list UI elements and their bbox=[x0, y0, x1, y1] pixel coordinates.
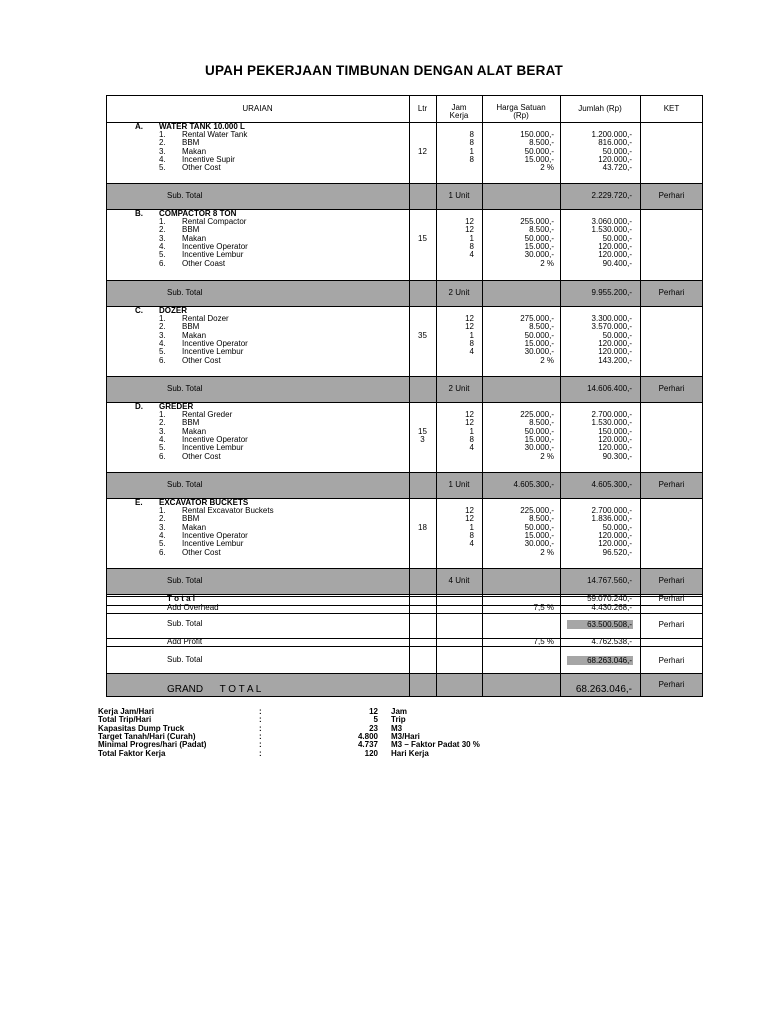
section-ltr-2: 3 bbox=[420, 434, 425, 444]
subtotal-jumlah: 4.605.300,- bbox=[591, 480, 632, 489]
section-letter: D. bbox=[135, 402, 143, 411]
section-letter: E. bbox=[135, 498, 143, 507]
item-label: Makan bbox=[182, 522, 207, 532]
item-label: Other Coast bbox=[182, 258, 226, 268]
item-harga: 8.500,- bbox=[529, 225, 554, 235]
item-jumlah: 3.570.000,- bbox=[591, 322, 632, 332]
profit-jumlah: 4.762.538,- bbox=[591, 637, 632, 646]
document-title: UPAH PEKERJAAN TIMBUNAN DENGAN ALAT BERAT bbox=[205, 63, 563, 78]
item-jumlah: 150.000,- bbox=[598, 426, 632, 436]
section-name: COMPACTOR 8 TON bbox=[159, 209, 237, 218]
item-label: Incentive Lembur bbox=[182, 443, 244, 453]
item-jumlah: 120.000,- bbox=[598, 443, 632, 453]
item-label: Incentive Operator bbox=[182, 434, 248, 444]
item-harga: 8.500,- bbox=[529, 322, 554, 332]
item-label: BBM bbox=[182, 322, 200, 332]
item-number: 5. bbox=[159, 163, 166, 173]
item-label: BBM bbox=[182, 225, 200, 235]
item-harga: 8.500,- bbox=[529, 514, 554, 524]
section-ltr: 35 bbox=[418, 330, 427, 340]
item-label: Incentive Lembur bbox=[182, 347, 244, 357]
item-jumlah: 1.530.000,- bbox=[591, 418, 632, 428]
footer-label: Total Trip/Hari bbox=[98, 715, 152, 725]
item-harga: 30.000,- bbox=[524, 539, 554, 549]
header-ltr: Ltr bbox=[417, 104, 428, 113]
item-jam: 4 bbox=[469, 539, 474, 549]
header-ket: KET bbox=[663, 104, 680, 113]
item-number: 5. bbox=[159, 539, 166, 549]
subtotal-unit: 2 Unit bbox=[448, 384, 470, 393]
footer-label: Kerja Jam/Hari bbox=[98, 707, 155, 716]
item-label: Incentive Operator bbox=[182, 530, 248, 540]
item-harga: 255.000,- bbox=[520, 217, 554, 226]
footer-label: Kapasitas Dump Truck bbox=[98, 723, 185, 733]
table-rule bbox=[106, 280, 703, 281]
item-harga: 30.000,- bbox=[524, 443, 554, 453]
item-jam: 4 bbox=[469, 250, 474, 260]
item-number: 6. bbox=[159, 355, 166, 365]
item-jam: 8 bbox=[469, 338, 474, 348]
item-jumlah: 120.000,- bbox=[598, 338, 632, 348]
header-rp: (Rp) bbox=[513, 111, 529, 120]
footer-value: 4.737 bbox=[357, 740, 378, 750]
item-jam: 8 bbox=[469, 138, 474, 148]
item-harga: 8.500,- bbox=[529, 418, 554, 428]
item-jumlah: 120.000,- bbox=[598, 347, 632, 357]
item-jumlah: 43.720,- bbox=[602, 163, 632, 173]
item-label: Rental Excavator Buckets bbox=[182, 506, 274, 515]
item-jumlah: 90.400,- bbox=[602, 258, 632, 268]
subtotal-unit: 2 Unit bbox=[448, 288, 470, 297]
subtotal-profit-label: Sub. Total bbox=[167, 655, 203, 664]
subtotal-profit-jumlah: 68.263.046,- bbox=[587, 656, 632, 665]
section-name: WATER TANK 10.000 L bbox=[159, 122, 245, 131]
table-rule bbox=[106, 613, 703, 614]
footer-label: Minimal Progres/hari (Padat) bbox=[98, 740, 207, 750]
footer-separator: : bbox=[259, 707, 262, 716]
item-number: 3. bbox=[159, 146, 166, 156]
item-jam: 1 bbox=[469, 330, 474, 340]
profit-label: Add Profit bbox=[167, 637, 203, 646]
item-jam: 4 bbox=[469, 347, 474, 357]
item-number: 1. bbox=[159, 130, 166, 139]
total-jumlah: 59.070.240,- bbox=[587, 594, 632, 603]
item-number: 1. bbox=[159, 217, 166, 226]
item-jumlah: 3.060.000,- bbox=[591, 217, 632, 226]
item-jam: 8 bbox=[469, 154, 474, 164]
item-label: Rental Compactor bbox=[182, 217, 247, 226]
item-label: Other Cost bbox=[182, 163, 221, 173]
item-number: 2. bbox=[159, 514, 166, 524]
header-jam: Jam bbox=[451, 103, 467, 112]
item-number: 6. bbox=[159, 258, 166, 268]
item-harga: 30.000,- bbox=[524, 347, 554, 357]
subtotal-ket: Perhari bbox=[658, 576, 685, 585]
table-rule bbox=[106, 673, 703, 674]
item-number: 2. bbox=[159, 138, 166, 148]
item-number: 3. bbox=[159, 426, 166, 436]
footer-separator: : bbox=[259, 748, 262, 758]
table-column-rule bbox=[702, 95, 703, 697]
total-ket: Perhari bbox=[658, 594, 685, 603]
subtotal-ket: Perhari bbox=[658, 480, 685, 489]
footer-separator: : bbox=[259, 740, 262, 750]
item-harga: 150.000,- bbox=[520, 130, 554, 139]
item-number: 2. bbox=[159, 322, 166, 332]
item-jumlah: 120.000,- bbox=[598, 250, 632, 260]
item-label: BBM bbox=[182, 138, 200, 148]
footer-unit: Jam bbox=[391, 707, 408, 716]
table-rule bbox=[106, 696, 703, 697]
item-number: 4. bbox=[159, 338, 166, 348]
item-number: 5. bbox=[159, 250, 166, 260]
subtotal-unit: 4 Unit bbox=[448, 576, 470, 585]
subtotal-jumlah: 9.955.200,- bbox=[591, 288, 632, 297]
subtotal-label: Sub. Total bbox=[167, 288, 203, 297]
subtotal-profit-ket: Perhari bbox=[658, 656, 685, 665]
table-rule bbox=[106, 472, 703, 473]
section-ltr: 12 bbox=[418, 146, 427, 156]
item-harga: 30.000,- bbox=[524, 250, 554, 260]
item-jam: 12 bbox=[465, 506, 474, 515]
subtotal-label: Sub. Total bbox=[167, 191, 203, 200]
item-jam: 8 bbox=[469, 130, 474, 139]
grand-total-jumlah: 68.263.046,- bbox=[575, 684, 632, 695]
subtotal-ket: Perhari bbox=[658, 288, 685, 297]
profit-harga: 7,5 % bbox=[533, 637, 554, 646]
subtotal-label: Sub. Total bbox=[167, 576, 203, 585]
section-letter: A. bbox=[135, 122, 143, 131]
item-label: Incentive Operator bbox=[182, 241, 248, 251]
item-number: 5. bbox=[159, 347, 166, 357]
item-label: Makan bbox=[182, 330, 207, 340]
item-label: Other Cost bbox=[182, 451, 221, 461]
section-name: EXCAVATOR BUCKETS bbox=[159, 498, 249, 507]
subtotal-overhead-jumlah: 63.500.508,- bbox=[587, 620, 632, 629]
footer-label: Target Tanah/Hari (Curah) bbox=[98, 731, 196, 741]
item-jumlah: 50.000,- bbox=[602, 146, 632, 156]
section-name: GREDER bbox=[159, 402, 194, 411]
footer-value: 12 bbox=[369, 707, 378, 716]
cost-table bbox=[106, 95, 703, 697]
item-jam: 12 bbox=[465, 410, 474, 419]
item-harga: 50.000,- bbox=[524, 522, 554, 532]
section-name: DOZER bbox=[159, 306, 187, 315]
overhead-harga: 7,5 % bbox=[533, 603, 554, 612]
section-letter: B. bbox=[135, 209, 143, 218]
item-label: Rental Dozer bbox=[182, 314, 229, 323]
table-rule bbox=[106, 376, 703, 377]
grand-total-ket: Perhari bbox=[658, 680, 685, 689]
item-jumlah: 143.200,- bbox=[598, 355, 632, 365]
subtotal-overhead-ket: Perhari bbox=[658, 620, 685, 629]
header-kerja: Kerja bbox=[449, 111, 469, 120]
item-label: Rental Greder bbox=[182, 410, 233, 419]
section-letter: C. bbox=[135, 306, 143, 315]
footer-unit: M3/Hari bbox=[391, 731, 420, 741]
subtotal-ket: Perhari bbox=[658, 384, 685, 393]
item-jam: 1 bbox=[469, 146, 474, 156]
table-column-rule bbox=[106, 95, 107, 697]
subtotal-jumlah: 14.767.560,- bbox=[587, 576, 632, 585]
item-label: Makan bbox=[182, 233, 207, 243]
item-harga: 2 % bbox=[540, 163, 554, 173]
footer-separator: : bbox=[259, 715, 262, 725]
item-jumlah: 1.530.000,- bbox=[591, 225, 632, 235]
item-jumlah: 120.000,- bbox=[598, 530, 632, 540]
item-jam: 12 bbox=[465, 418, 474, 428]
item-number: 5. bbox=[159, 443, 166, 453]
item-number: 1. bbox=[159, 410, 166, 419]
item-number: 3. bbox=[159, 330, 166, 340]
item-harga: 2 % bbox=[540, 355, 554, 365]
footer-separator: : bbox=[259, 731, 262, 741]
subtotal-harga: 4.605.300,- bbox=[513, 480, 554, 489]
item-harga: 15.000,- bbox=[524, 338, 554, 348]
footer-value: 5 bbox=[373, 715, 378, 725]
table-column-rule bbox=[640, 95, 641, 697]
item-label: Incentive Lembur bbox=[182, 539, 244, 549]
item-harga: 50.000,- bbox=[524, 233, 554, 243]
item-label: Other Cost bbox=[182, 547, 221, 557]
header-jumlah: Jumlah (Rp) bbox=[578, 104, 622, 113]
subtotal-unit: 1 Unit bbox=[448, 480, 470, 489]
item-label: Makan bbox=[182, 426, 207, 436]
item-harga: 2 % bbox=[540, 547, 554, 557]
item-number: 2. bbox=[159, 418, 166, 428]
subtotal-ket: Perhari bbox=[658, 191, 685, 200]
subtotal-overhead-label: Sub. Total bbox=[167, 619, 203, 628]
table-rule bbox=[106, 183, 703, 184]
footer-separator: : bbox=[259, 723, 262, 733]
item-harga: 225.000,- bbox=[520, 410, 554, 419]
item-jumlah: 120.000,- bbox=[598, 434, 632, 444]
header-uraian: URAIAN bbox=[242, 104, 273, 113]
item-number: 1. bbox=[159, 314, 166, 323]
section-ltr: 18 bbox=[418, 522, 427, 532]
item-jam: 8 bbox=[469, 434, 474, 444]
item-label: Incentive Lembur bbox=[182, 250, 244, 260]
item-harga: 50.000,- bbox=[524, 146, 554, 156]
table-rule bbox=[106, 568, 703, 569]
footer-unit: M3 bbox=[391, 723, 403, 733]
footer-unit: Hari Kerja bbox=[391, 748, 429, 758]
footer-value: 23 bbox=[369, 723, 378, 733]
item-jumlah: 1.200.000,- bbox=[591, 130, 632, 139]
item-harga: 8.500,- bbox=[529, 138, 554, 148]
item-harga: 225.000,- bbox=[520, 506, 554, 515]
item-jam: 4 bbox=[469, 443, 474, 453]
item-harga: 275.000,- bbox=[520, 314, 554, 323]
item-jumlah: 2.700.000,- bbox=[591, 506, 632, 515]
item-jam: 12 bbox=[465, 217, 474, 226]
subtotal-jumlah: 14.606.400,- bbox=[587, 384, 632, 393]
item-label: BBM bbox=[182, 418, 200, 428]
item-jam: 12 bbox=[465, 322, 474, 332]
item-jumlah: 96.520,- bbox=[602, 547, 632, 557]
header-harga-satuan: Harga Satuan bbox=[496, 103, 546, 112]
item-label: Rental Water Tank bbox=[182, 130, 248, 139]
item-harga: 15.000,- bbox=[524, 241, 554, 251]
item-jam: 1 bbox=[469, 233, 474, 243]
overhead-label: Add Overhead bbox=[167, 603, 219, 612]
item-jumlah: 120.000,- bbox=[598, 241, 632, 251]
item-number: 4. bbox=[159, 530, 166, 540]
item-jumlah: 3.300.000,- bbox=[591, 314, 632, 323]
item-number: 3. bbox=[159, 233, 166, 243]
table-column-rule bbox=[409, 95, 410, 697]
item-number: 2. bbox=[159, 225, 166, 235]
item-jumlah: 50.000,- bbox=[602, 233, 632, 243]
grand-total-label: GRAND T O T A L bbox=[167, 684, 262, 695]
item-jumlah: 50.000,- bbox=[602, 522, 632, 532]
item-jumlah: 120.000,- bbox=[598, 154, 632, 164]
item-harga: 15.000,- bbox=[524, 434, 554, 444]
overhead-jumlah: 4.430.268,- bbox=[591, 603, 632, 612]
footer-label: Total Faktor Kerja bbox=[98, 748, 166, 758]
item-number: 4. bbox=[159, 154, 166, 164]
subtotal-jumlah: 2.229.720,- bbox=[591, 191, 632, 200]
item-jam: 12 bbox=[465, 225, 474, 235]
item-number: 4. bbox=[159, 434, 166, 444]
item-jam: 1 bbox=[469, 522, 474, 532]
subtotal-label: Sub. Total bbox=[167, 384, 203, 393]
item-harga: 2 % bbox=[540, 451, 554, 461]
item-jumlah: 816.000,- bbox=[598, 138, 632, 148]
footer-unit: Trip bbox=[391, 715, 406, 725]
section-ltr: 15 bbox=[418, 233, 427, 243]
item-jam: 12 bbox=[465, 314, 474, 323]
subtotal-unit: 1 Unit bbox=[448, 191, 470, 200]
item-label: Other Cost bbox=[182, 355, 221, 365]
item-harga: 15.000,- bbox=[524, 530, 554, 540]
item-jam: 1 bbox=[469, 426, 474, 436]
item-number: 4. bbox=[159, 241, 166, 251]
item-number: 1. bbox=[159, 506, 166, 515]
item-jam: 12 bbox=[465, 514, 474, 524]
item-jumlah: 90.300,- bbox=[602, 451, 632, 461]
table-rule bbox=[106, 646, 703, 647]
item-number: 3. bbox=[159, 522, 166, 532]
footer-value: 120 bbox=[364, 748, 378, 758]
footer-value: 4.800 bbox=[357, 731, 378, 741]
item-harga: 50.000,- bbox=[524, 330, 554, 340]
item-jam: 8 bbox=[469, 241, 474, 251]
item-label: Makan bbox=[182, 146, 207, 156]
item-label: Incentive Supir bbox=[182, 154, 235, 164]
section-ltr: 15 bbox=[418, 426, 427, 436]
item-label: Incentive Operator bbox=[182, 338, 248, 348]
item-jam: 8 bbox=[469, 530, 474, 540]
item-jumlah: 50.000,- bbox=[602, 330, 632, 340]
item-number: 6. bbox=[159, 547, 166, 557]
item-number: 6. bbox=[159, 451, 166, 461]
item-jumlah: 120.000,- bbox=[598, 539, 632, 549]
footer-unit: M3 – Faktor Padat 30 % bbox=[391, 740, 480, 750]
item-harga: 15.000,- bbox=[524, 154, 554, 164]
table-column-rule bbox=[436, 95, 437, 697]
item-harga: 2 % bbox=[540, 258, 554, 268]
item-jumlah: 1.836.000,- bbox=[591, 514, 632, 524]
subtotal-label: Sub. Total bbox=[167, 480, 203, 489]
table-rule bbox=[106, 95, 703, 96]
item-harga: 50.000,- bbox=[524, 426, 554, 436]
total-label: T o t a l bbox=[167, 594, 195, 603]
item-label: BBM bbox=[182, 514, 200, 524]
item-jumlah: 2.700.000,- bbox=[591, 410, 632, 419]
